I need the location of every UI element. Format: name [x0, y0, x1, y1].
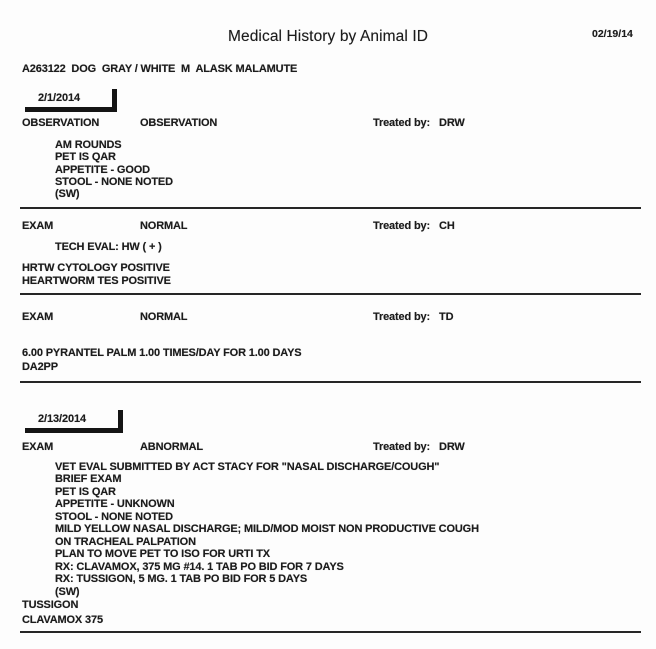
note-line: TECH EVAL: HW ( + ) [55, 241, 162, 253]
note-line: MILD YELLOW NASAL DISCHARGE; MILD/MOD MOIST NON PRODUCTIVE COUGH [55, 523, 479, 535]
note-line: AM ROUNDS [55, 139, 122, 151]
treated-by [373, 441, 465, 453]
section-divider [20, 207, 641, 209]
note-line: VET EVAL SUBMITTED BY ACT STACY FOR "NASAL DISCHARGE/COUGH" [55, 461, 440, 473]
entry-result: OBSERVATION [140, 117, 218, 129]
treated-by-label: Treated by: [373, 441, 431, 453]
result-line: HEARTWORM TES POSITIVE [22, 275, 171, 287]
note-line: STOOL - NONE NOTED [55, 511, 173, 523]
note-line: APPETITE - GOOD [55, 164, 150, 176]
treated-by-value: TD [439, 311, 454, 323]
report-date: 02/19/14 [592, 28, 633, 40]
visit-date-label: 2/13/2014 [38, 413, 87, 425]
treated-by-label: Treated by: [373, 220, 431, 232]
entry-result: NORMAL [140, 220, 188, 232]
entry-type: EXAM [22, 311, 54, 323]
treated-by [373, 117, 465, 129]
note-line: PET IS QAR [55, 151, 116, 163]
page-title: Medical History by Animal ID [227, 28, 429, 45]
entry-result: ABNORMAL [140, 441, 203, 453]
note-line: (SW) [55, 188, 80, 200]
treated-by-value: CH [439, 220, 455, 232]
treated-by-value: DRW [439, 441, 465, 453]
result-line: CLAVAMOX 375 [22, 614, 103, 626]
section-divider [20, 381, 641, 383]
entry-type: EXAM [22, 220, 54, 232]
section-divider [20, 631, 641, 633]
result-line: DA2PP [22, 361, 58, 373]
entry-result: NORMAL [140, 311, 188, 323]
section-divider [20, 293, 641, 295]
visit-date-tab [25, 410, 123, 433]
entry-type: EXAM [22, 441, 54, 453]
note-line: STOOL - NONE NOTED [55, 176, 173, 188]
visit-date-tab [25, 89, 117, 112]
note-line: APPETITE - UNKNOWN [55, 498, 175, 510]
treated-by-label: Treated by: [373, 117, 431, 129]
visit-date-label: 2/1/2014 [38, 92, 81, 104]
note-line: PLAN TO MOVE PET TO ISO FOR URTI TX [55, 548, 270, 560]
treated-by-value: DRW [439, 117, 465, 129]
entry-type: OBSERVATION [22, 117, 100, 129]
note-line: ON TRACHEAL PALPATION [55, 536, 196, 548]
result-line: TUSSIGON [22, 599, 79, 611]
note-line: RX: TUSSIGON, 5 MG. 1 TAB PO BID FOR 5 DAYS [55, 573, 308, 585]
note-line: PET IS QAR [55, 486, 116, 498]
animal-header: A263122 DOG GRAY / WHITE M ALASK MALAMUTE [22, 63, 298, 75]
result-line: HRTW CYTOLOGY POSITIVE [22, 262, 170, 274]
treated-by-label: Treated by: [373, 311, 431, 323]
treated-by [373, 311, 453, 323]
note-line: RX: CLAVAMOX, 375 MG #14. 1 TAB PO BID FOR 7 DAYS [55, 561, 344, 573]
note-line: (SW) [55, 586, 80, 598]
result-line: 6.00 PYRANTEL PALM 1.00 TIMES/DAY FOR 1.00 DAYS [22, 347, 302, 359]
note-line: BRIEF EXAM [55, 473, 122, 485]
treated-by [373, 220, 455, 232]
